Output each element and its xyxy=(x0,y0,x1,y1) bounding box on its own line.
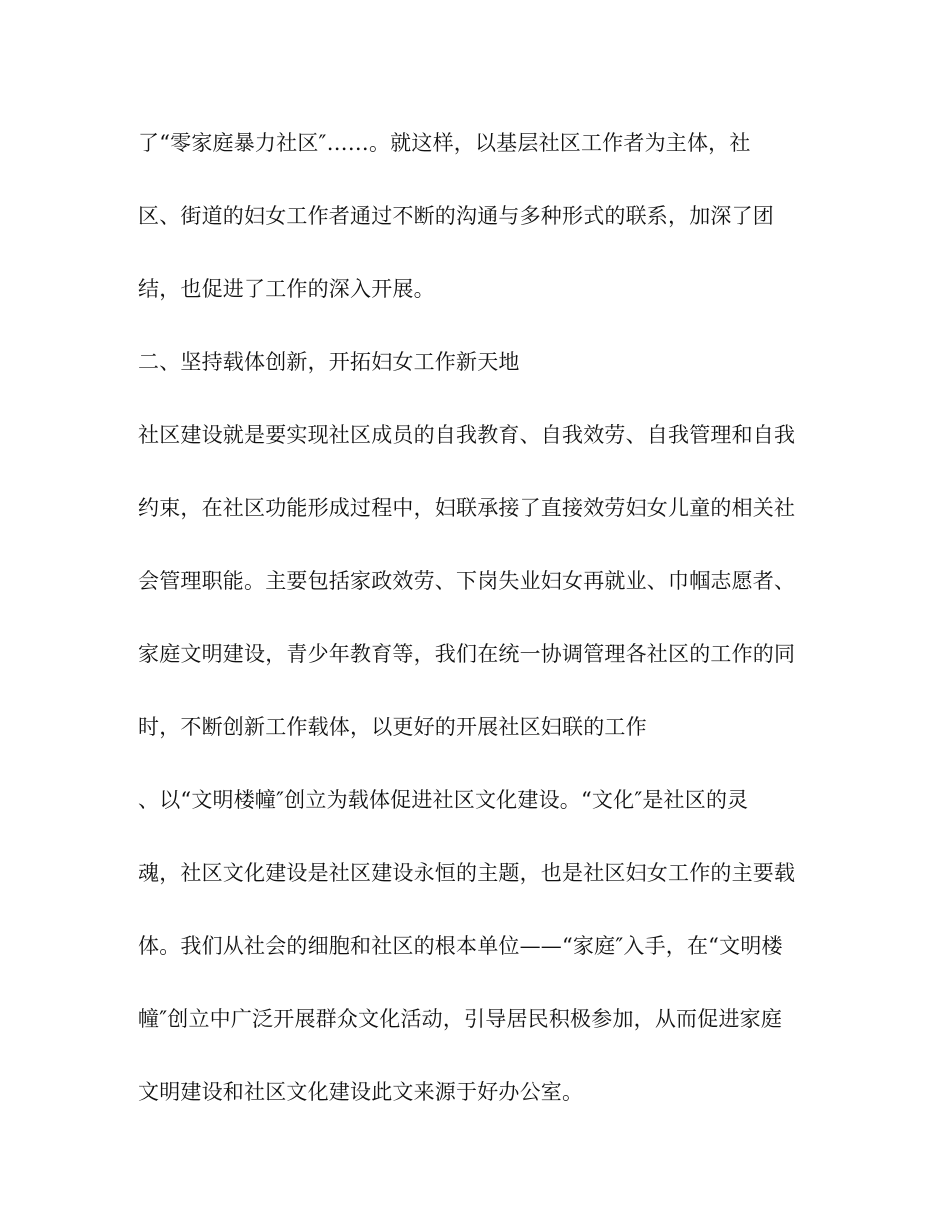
text-line-9: 时，不断创新工作载体，以更好的开展社区妇联的工作 xyxy=(138,715,647,739)
text-line-3: 结，也促进了工作的深入开展。 xyxy=(138,277,435,301)
text-line-10: 、以“文明楼幢″创立为载体促进社区文化建设。“文化″是社区的灵 xyxy=(138,788,749,812)
text-line-14: 文明建设和社区文化建设此文来源于好办公室。 xyxy=(138,1080,584,1104)
text-line-8: 家庭文明建设，青少年教育等，我们在统一协调管理各社区的工作的同 xyxy=(138,642,796,666)
text-line-5: 社区建设就是要实现社区成员的自我教育、自我效劳、自我管理和自我 xyxy=(138,423,796,447)
text-line-6: 约束，在社区功能形成过程中，妇联承接了直接效劳妇女儿童的相关社 xyxy=(138,496,796,520)
text-line-11: 魂，社区文化建设是社区建设永恒的主题，也是社区妇女工作的主要载 xyxy=(138,861,796,885)
text-line-13: 幢″创立中广泛开展群众文化活动，引导居民积极参加，从而促进家庭 xyxy=(138,1007,783,1031)
section-heading: 二、坚持载体创新，开拓妇女工作新天地 xyxy=(138,350,520,374)
text-line-12: 体。我们从社会的细胞和社区的根本单位——“家庭″入手，在“文明楼 xyxy=(138,934,783,958)
text-line-1: 了“零家庭暴力社区″……。就这样，以基层社区工作者为主体，社 xyxy=(138,131,751,155)
text-line-7: 会管理职能。主要包括家政效劳、下岗失业妇女再就业、巾帼志愿者、 xyxy=(138,569,796,593)
text-line-2: 区、街道的妇女工作者通过不断的沟通与多种形式的联系，加深了团 xyxy=(138,204,774,228)
